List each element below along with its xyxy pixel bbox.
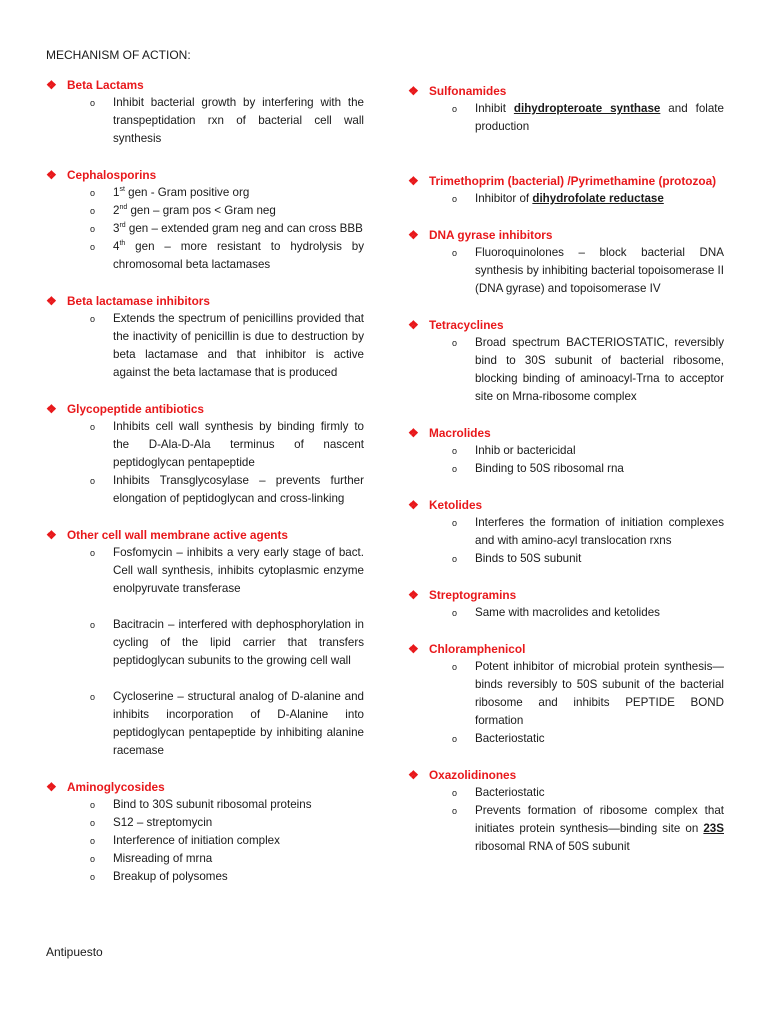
list-item-text: [113, 238, 364, 274]
list-item: [452, 190, 724, 208]
list-item-text: [475, 730, 724, 748]
list-item-text: [475, 190, 724, 208]
section-heading: [408, 586, 724, 604]
section-heading-text: Tetracyclines: [429, 318, 504, 332]
item-list: [408, 784, 724, 856]
section-heading: [46, 76, 364, 94]
list-item-text: [475, 604, 724, 622]
section-heading: [46, 526, 364, 544]
circle-bullet-icon: o: [90, 242, 96, 252]
list-item: [452, 460, 724, 478]
item-text-body: gen – more resistant to hydrolysis by chromosomal beta lactamases: [113, 240, 364, 271]
item-text-body: Interference of initiation complex: [113, 834, 280, 847]
item-list: [408, 658, 724, 748]
list-item: [452, 514, 724, 550]
diamond-bullet-icon: ❖: [408, 498, 419, 512]
list-item-text: [475, 784, 724, 802]
item-text-lead: Prevents formation of ribosome complex that initiates protein synthesis—binding site on: [475, 804, 724, 835]
page-title: MECHANISM OF ACTION:: [46, 48, 191, 62]
item-list: [408, 334, 724, 406]
section-heading: [46, 778, 364, 796]
diamond-bullet-icon: ❖: [46, 402, 57, 416]
item-text-lead: 2: [113, 204, 120, 217]
section-beta-lactams: [46, 76, 364, 148]
diamond-bullet-icon: ❖: [46, 78, 57, 92]
diamond-bullet-icon: ❖: [46, 780, 57, 794]
left-column: [46, 76, 364, 904]
section-oxazolidinones: [408, 766, 724, 856]
item-text-body: Misreading of mrna: [113, 852, 213, 865]
section-chloramphenicol: [408, 640, 724, 748]
circle-bullet-icon: o: [90, 854, 96, 864]
item-text-body: Extends the spectrum of penicillins provided that the inactivity of penicillin is due to destruction by beta lactamase and that inhibitor is active against the beta lactamase that is produced: [113, 312, 364, 379]
circle-bullet-icon: o: [452, 788, 458, 798]
list-item-text: [113, 94, 364, 148]
list-item-text: [113, 472, 364, 508]
list-item: [90, 616, 364, 670]
item-text-body: Interferes the formation of initiation complexes and with amino-acyl translocation rxns: [475, 516, 724, 547]
item-list: [408, 514, 724, 568]
circle-bullet-icon: o: [452, 248, 458, 258]
list-item-text: [475, 658, 724, 730]
list-item-text: [475, 334, 724, 406]
section-heading: [408, 640, 724, 658]
section-dna-gyrase-inhibitors: [408, 226, 724, 298]
circle-bullet-icon: o: [90, 188, 96, 198]
section-heading: [408, 172, 724, 190]
list-item: [90, 418, 364, 472]
emphasized-term: dihydropteroate synthase: [513, 102, 661, 115]
item-text-lead: 1: [113, 186, 120, 199]
list-item-text: [113, 868, 364, 886]
item-text-body: Breakup of polysomes: [113, 870, 228, 883]
list-item: [90, 94, 364, 148]
item-text-body: Binding to 50S ribosomal rna: [475, 462, 624, 475]
list-item: [452, 802, 724, 856]
item-list: [408, 100, 724, 136]
section-heading: [408, 82, 724, 100]
circle-bullet-icon: o: [452, 734, 458, 744]
item-list: [46, 94, 364, 148]
circle-bullet-icon: o: [90, 314, 96, 324]
section-heading-text: Trimethoprim (bacterial) /Pyrimethamine (protozoa): [429, 174, 717, 188]
section-cephalosporins: [46, 166, 364, 274]
section-heading-text: Other cell wall membrane active agents: [67, 528, 288, 542]
circle-bullet-icon: o: [452, 194, 458, 204]
circle-bullet-icon: o: [90, 476, 96, 486]
section-heading: [408, 424, 724, 442]
list-item-text: [113, 202, 364, 220]
section-heading: [408, 766, 724, 784]
list-item-text: [113, 616, 364, 670]
section-heading-text: Aminoglycosides: [67, 780, 165, 794]
circle-bullet-icon: o: [452, 608, 458, 618]
section-other-cell-wall-membrane-active-agents: [46, 526, 364, 760]
section-tetracyclines: [408, 316, 724, 406]
item-text-body: Inhib or bactericidal: [475, 444, 576, 457]
circle-bullet-icon: o: [90, 548, 96, 558]
list-item: [452, 730, 724, 748]
item-text-body: ribosomal RNA of 50S subunit: [475, 840, 630, 853]
section-ketolides: [408, 496, 724, 568]
item-text-body: Fluoroquinolones – block bacterial DNA synthesis by inhibiting bacterial topoisomerase II (DNA gyrase) and topoisomerase IV: [475, 246, 724, 295]
section-heading-text: Macrolides: [429, 426, 491, 440]
item-text-body: gen - Gram positive org: [124, 186, 250, 199]
section-heading: [408, 496, 724, 514]
circle-bullet-icon: o: [452, 104, 458, 114]
list-item: [452, 334, 724, 406]
section-heading-text: Beta Lactams: [67, 78, 144, 92]
list-item-text: [113, 310, 364, 382]
item-list: [46, 310, 364, 382]
list-item-text: [475, 802, 724, 856]
section-aminoglycosides: [46, 778, 364, 886]
list-item: [452, 100, 724, 136]
list-item-text: [475, 100, 724, 136]
list-item-text: [113, 814, 364, 832]
item-list: [46, 184, 364, 274]
list-item: [90, 868, 364, 886]
diamond-bullet-icon: ❖: [46, 294, 57, 308]
ordinal-suffix: st: [119, 186, 125, 194]
section-heading: [46, 400, 364, 418]
section-heading: [46, 166, 364, 184]
list-item-text: [475, 460, 724, 478]
item-text-body: Inhibits cell wall synthesis by binding firmly to the D-Ala-D-Ala terminus of nascent peptidoglycan pentapeptide: [113, 420, 364, 469]
item-text-lead: Inhibitor of: [475, 192, 533, 205]
circle-bullet-icon: o: [90, 692, 96, 702]
section-heading-text: Sulfonamides: [429, 84, 507, 98]
item-list: [46, 544, 364, 760]
circle-bullet-icon: o: [452, 518, 458, 528]
item-list: [46, 796, 364, 886]
item-list: [408, 190, 724, 208]
list-item: [90, 220, 364, 238]
section-sulfonamides: [408, 82, 724, 136]
circle-bullet-icon: o: [90, 224, 96, 234]
circle-bullet-icon: o: [452, 464, 458, 474]
item-text-body: Potent inhibitor of microbial protein synthesis—binds reversibly to 50S subunit of the bacterial ribosome and inhibits PEPTIDE BOND formation: [475, 660, 724, 727]
circle-bullet-icon: o: [452, 662, 458, 672]
ordinal-suffix: nd: [119, 204, 128, 212]
item-text-lead: 3: [113, 222, 120, 235]
emphasized-term: dihydrofolate reductase: [532, 192, 664, 205]
diamond-bullet-icon: ❖: [46, 528, 57, 542]
list-item: [452, 784, 724, 802]
item-text-body: Bind to 30S subunit ribosomal proteins: [113, 798, 312, 811]
circle-bullet-icon: o: [90, 800, 96, 810]
diamond-bullet-icon: ❖: [408, 426, 419, 440]
section-heading-text: Oxazolidinones: [429, 768, 517, 782]
section-heading-text: Ketolides: [429, 498, 483, 512]
author-name: Antipuesto: [46, 945, 103, 959]
item-text-body: Inhibit bacterial growth by interfering with the transpeptidation rxn of bacterial cell wall synthesis: [113, 96, 364, 145]
item-text-body: Inhibits Transglycosylase – prevents further elongation of peptidoglycan and cross-linking: [113, 474, 364, 505]
list-item-text: [475, 514, 724, 550]
diamond-bullet-icon: ❖: [408, 318, 419, 332]
section-heading: [408, 316, 724, 334]
section-heading-text: Beta lactamase inhibitors: [67, 294, 210, 308]
section-heading-text: Streptogramins: [429, 588, 517, 602]
item-list: [408, 442, 724, 478]
list-item-text: [113, 850, 364, 868]
list-item-text: [113, 796, 364, 814]
list-item-text: [475, 550, 724, 568]
circle-bullet-icon: o: [452, 806, 458, 816]
list-item: [452, 658, 724, 730]
circle-bullet-icon: o: [90, 836, 96, 846]
list-item-text: [113, 184, 364, 202]
ordinal-suffix: rd: [119, 222, 126, 230]
diamond-bullet-icon: ❖: [408, 84, 419, 98]
item-list: [46, 418, 364, 508]
ordinal-suffix: th: [119, 240, 126, 248]
diamond-bullet-icon: ❖: [408, 588, 419, 602]
section-heading: [46, 292, 364, 310]
list-item: [90, 472, 364, 508]
list-item: [90, 202, 364, 220]
list-item: [452, 244, 724, 298]
item-list: [408, 604, 724, 622]
circle-bullet-icon: o: [90, 206, 96, 216]
list-item: [90, 310, 364, 382]
list-item: [90, 688, 364, 760]
circle-bullet-icon: o: [90, 818, 96, 828]
list-item-text: [113, 544, 364, 598]
item-text-body: gen – extended gram neg and can cross BBB: [125, 222, 363, 235]
item-text-body: Bacitracin – interfered with dephosphorylation in cycling of the lipid carrier that transfers peptidoglycan subunits to the growing cell wall: [113, 618, 364, 667]
section-heading-text: DNA gyrase inhibitors: [429, 228, 553, 242]
list-item: [452, 550, 724, 568]
list-item-text: [475, 244, 724, 298]
list-item: [90, 814, 364, 832]
list-item-text: [113, 832, 364, 850]
section-heading-text: Chloramphenicol: [429, 642, 526, 656]
section-trimethoprim-bacterial-pyrimethamine-protozoa: [408, 172, 724, 208]
circle-bullet-icon: o: [452, 554, 458, 564]
item-text-body: Broad spectrum BACTERIOSTATIC, reversibly bind to 30S subunit of bacterial ribosome, blocking binding of aminoacyl-Trna to acceptor site on Mrna-ribosome complex: [475, 336, 724, 403]
circle-bullet-icon: o: [452, 338, 458, 348]
list-item-text: [113, 688, 364, 760]
list-item: [452, 442, 724, 460]
list-item: [90, 832, 364, 850]
item-text-body: and folate production: [475, 102, 724, 133]
diamond-bullet-icon: ❖: [46, 168, 57, 182]
diamond-bullet-icon: ❖: [408, 768, 419, 782]
item-list: [408, 244, 724, 298]
list-item: [90, 238, 364, 274]
item-text-body: gen – gram pos < Gram neg: [127, 204, 276, 217]
item-text-body: Bacteriostatic: [475, 786, 545, 799]
item-text-body: Cycloserine – structural analog of D-alanine and inhibits incorporation of D-Alanine into peptidoglycan pentapeptide by inhibiting alanine racemase: [113, 690, 364, 757]
item-text-body: S12 – streptomycin: [113, 816, 213, 829]
list-item-text: [113, 418, 364, 472]
section-glycopeptide-antibiotics: [46, 400, 364, 508]
section-streptogramins: [408, 586, 724, 622]
emphasized-term: 23S: [703, 822, 724, 835]
diamond-bullet-icon: ❖: [408, 174, 419, 188]
list-item: [90, 544, 364, 598]
item-text-body: Same with macrolides and ketolides: [475, 606, 660, 619]
list-item-text: [475, 442, 724, 460]
list-item: [90, 184, 364, 202]
item-text-body: Fosfomycin – inhibits a very early stage of bact. Cell wall synthesis, inhibits cytoplasmic enzyme enolpyruvate transferase: [113, 546, 364, 595]
section-heading: [408, 226, 724, 244]
item-text-lead: Inhibit: [475, 102, 514, 115]
circle-bullet-icon: o: [90, 872, 96, 882]
list-item: [90, 796, 364, 814]
circle-bullet-icon: o: [90, 98, 96, 108]
circle-bullet-icon: o: [90, 422, 96, 432]
item-text-body: Bacteriostatic: [475, 732, 545, 745]
right-column: [408, 82, 724, 874]
list-item-text: [113, 220, 364, 238]
section-heading-text: Glycopeptide antibiotics: [67, 402, 204, 416]
diamond-bullet-icon: ❖: [408, 228, 419, 242]
item-text-body: Binds to 50S subunit: [475, 552, 582, 565]
list-item: [90, 850, 364, 868]
section-macrolides: [408, 424, 724, 478]
circle-bullet-icon: o: [90, 620, 96, 630]
item-text-lead: 4: [113, 240, 120, 253]
section-beta-lactamase-inhibitors: [46, 292, 364, 382]
circle-bullet-icon: o: [452, 446, 458, 456]
diamond-bullet-icon: ❖: [408, 642, 419, 656]
section-heading-text: Cephalosporins: [67, 168, 157, 182]
list-item: [452, 604, 724, 622]
